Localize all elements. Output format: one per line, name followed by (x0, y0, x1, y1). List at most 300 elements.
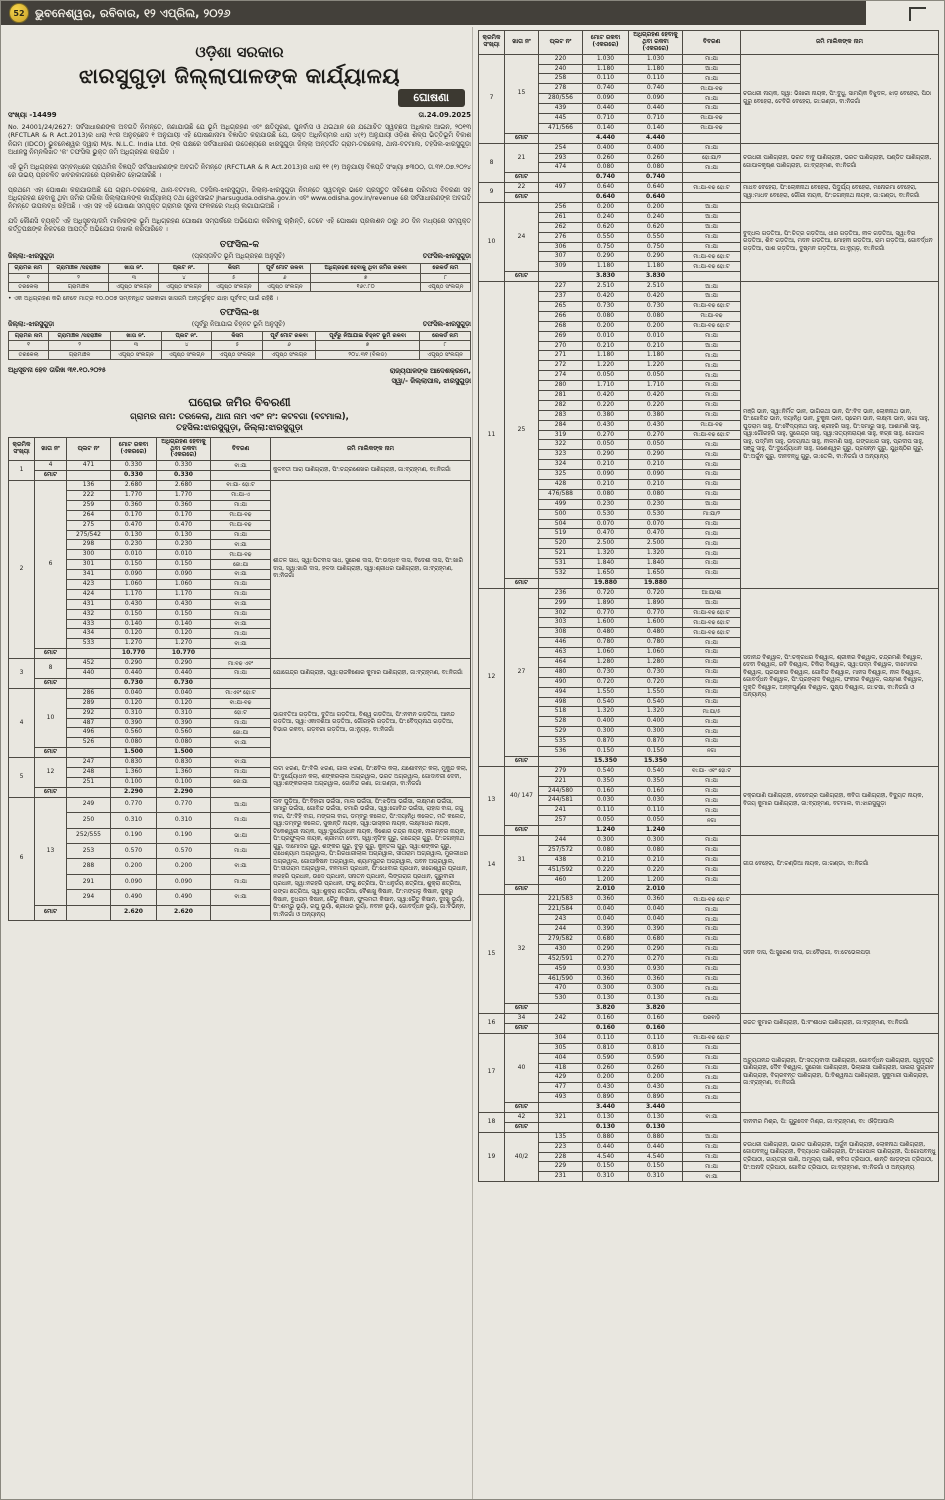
area-acquired-cell: 0.090 (157, 874, 211, 889)
schedule-colnum: ୫ (209, 273, 259, 282)
total-area-cell: 2.290 (111, 787, 157, 797)
plot-cell: 536 (539, 747, 583, 757)
area-acquired-cell: 0.310 (157, 813, 211, 828)
area-acquired-cell: 0.160 (629, 786, 683, 796)
area-acquired-cell: 0.350 (629, 776, 683, 786)
schedule-colnum: ୮ (421, 273, 471, 282)
serial-cell: 2 (9, 481, 35, 659)
empty-cell (67, 678, 111, 688)
area-total-cell: 0.350 (583, 776, 629, 786)
area-total-cell: 0.420 (583, 292, 629, 302)
area-acquired-cell: 0.390 (157, 718, 211, 728)
remark-cell: ମା:ଯା (683, 796, 741, 806)
area-total-cell: 0.310 (583, 1172, 629, 1182)
land-section-subtitle (8, 412, 471, 434)
plot-cell: 494 (539, 687, 583, 697)
remark-cell: ଭା:ଯା (211, 828, 271, 843)
remark-cell: ମା:ଯା (683, 934, 741, 944)
remark-cell: ମା:ଯା (683, 638, 741, 648)
empty-cell (683, 885, 741, 895)
remark-cell: ମା:ଯା (683, 1083, 741, 1093)
plot-cell: 463 (539, 648, 583, 658)
area-total-cell: 2.680 (111, 481, 157, 491)
plot-cell: 223 (539, 1142, 583, 1152)
schedule-b-table (8, 331, 471, 360)
area-total-cell: 0.560 (111, 728, 157, 738)
total-acquired-cell: 4.440 (629, 133, 683, 143)
schedule-header: ଗ୍ରାମାଞ୍ଚଳ /ସହରାଞ୍ଚଳ (49, 331, 111, 340)
remark-cell: ମା:ଯା (683, 687, 741, 697)
schedule-header: ଅଧିଗ୍ରହଣ ହେବାକୁ ଥିବା ଜମିର ରକବା (311, 264, 421, 273)
area-total-cell: 0.080 (583, 163, 629, 173)
schedule-colnum: ୧ (9, 341, 49, 350)
notification-badge: ଘୋଷଣା (398, 89, 466, 107)
khata-cell: 4 (35, 461, 67, 471)
remark-cell: ଆ:ଯା (683, 341, 741, 351)
plot-cell: 135 (539, 1132, 583, 1142)
area-total-cell: 0.140 (111, 619, 157, 629)
empty-cell (211, 905, 271, 920)
remark-cell: ମା:ଯା-ବଢ (683, 420, 741, 430)
schedule-value: ତରକେଲା (9, 283, 49, 292)
plot-cell: 445 (539, 114, 583, 124)
area-acquired-cell: 0.540 (629, 697, 683, 707)
remark-cell: ମା:ଯା (683, 925, 741, 935)
remark-cell: ବା:ଯା (683, 1112, 741, 1122)
remark-cell: ମା:ଯା (683, 677, 741, 687)
remark-cell: ମା:ଯା (211, 843, 271, 858)
area-total-cell: 0.210 (583, 460, 629, 470)
plot-cell: 258 (539, 74, 583, 84)
area-total-cell: 1.320 (583, 707, 629, 717)
area-total-cell: 0.570 (111, 843, 157, 858)
area-total-cell: 0.810 (583, 1043, 629, 1053)
land-row (479, 1132, 939, 1142)
remark-cell: ବା:ଯା- ହୋ:ଟ (211, 481, 271, 491)
area-acquired-cell: 0.160 (629, 1014, 683, 1024)
area-acquired-cell: 1.320 (629, 549, 683, 559)
area-total-cell: 0.360 (583, 895, 629, 905)
land-header: ପ୍ଲଟ ନଂ (67, 437, 111, 461)
area-acquired-cell: 1.180 (629, 351, 683, 361)
owner-cell: ଅଚ୍ୟୁତାନନ୍ଦ ପାଣିଗ୍ରାହୀ, ପିଂ:ସତ୍ୟବାଦୀ ପାଣିଗ୍ରାହୀ, ଗୋବର୍ଦ୍ଧନ ପାଣିଗ୍ରାହୀ, ସ୍ୱଦୃପ୍ତି ପାଣିଗ୍ରାହୀ, ଦୈବ ବିଶ୍ୱାଳ, ସୁରେଖା ପାଣିଗ୍ରାହୀ, ଭିଲାଇସା ପାଣିଗ୍ରାହୀ, ସାଇରା ସୁଗ୍ରୀବ ପାଣିଗ୍ରାହୀ, ବିଚାରବନ୍ତ ପାଣିଗ୍ରାହୀ, ପି:ବିଶ୍ୱନାଥ ପାଣିଗ୍ରାହୀ, ସୁକୁମାରୀ ପାଣିଗ୍ରାହୀ, ଜା:ବ୍ରାହ୍ମଣ, ବା:ନିଜଗାଁ (741, 1033, 939, 1112)
area-total-cell: 0.730 (583, 667, 629, 677)
land-header: ଜମି ମାଲିକଙ୍କ ନାମ (271, 437, 471, 461)
area-acquired-cell: 1.770 (157, 491, 211, 501)
area-total-cell: 0.360 (583, 974, 629, 984)
total-acquired-cell: 2.010 (629, 885, 683, 895)
khata-cell: 32 (505, 895, 539, 1004)
plot-cell: 244 (539, 836, 583, 846)
plot-cell: 220 (539, 54, 583, 64)
reference-row (8, 111, 471, 120)
area-acquired-cell: 0.360 (629, 895, 683, 905)
area-total-cell: 0.530 (583, 509, 629, 519)
remark-cell: ମା:ଯା (683, 1142, 741, 1152)
schedule-b-subtitle: (ପୂର୍ବରୁ ନିଆଯାଇ ଚିହ୍ନଟ ଭୂମି ଅନୁସୂଚି) (191, 320, 286, 328)
remark-cell: ମା:ଯା (683, 381, 741, 391)
total-label-cell: ମୋଟ (505, 272, 539, 282)
schedule-value: ଏପୃଷ୍ଠ ସଂଲଗ୍ନ (263, 350, 316, 359)
area-total-cell: 0.480 (583, 628, 629, 638)
area-total-cell: 4.540 (583, 1152, 629, 1162)
area-total-cell: 0.620 (583, 222, 629, 232)
owner-cell: କୁଳବତୀ ଆରା ପାଣିଗ୍ରାହୀ, ପିଂ:ଚନ୍ଦ୍ରଶେଖର ପାଣିଗ୍ରାହୀ, ଜା:ବ୍ରାହ୍ମଣ, ବା:ନିଜଗାଁ (271, 461, 471, 481)
empty-cell (67, 905, 111, 920)
schedule-header: ପୂର୍ବରୁ ନିଆଯାଇ ଚିହ୍ନଟ ଭୂମି ରକବା (316, 331, 420, 340)
plot-cell: 520 (539, 539, 583, 549)
area-total-cell: 0.150 (111, 609, 157, 619)
empty-cell (211, 471, 271, 481)
schedule-colnum: ୧ (9, 273, 49, 282)
remark-cell: ମା:ଯା-ବଢ (683, 84, 741, 94)
masthead-right-area (866, 1, 944, 25)
plot-cell: 446 (539, 638, 583, 648)
plot-cell: 433 (67, 619, 111, 629)
remark-cell: ଜୋ:ଯା (211, 560, 271, 570)
area-total-cell: 0.090 (111, 570, 157, 580)
area-acquired-cell: 0.780 (629, 638, 683, 648)
area-total-cell: 0.260 (583, 153, 629, 163)
area-acquired-cell: 0.440 (629, 1142, 683, 1152)
area-total-cell: 2.510 (583, 282, 629, 292)
schedule-colnum: ୨ (48, 273, 109, 282)
total-acquired-cell: 1.500 (157, 748, 211, 758)
land-header: ଅଧିଗ୍ରହଣ ହେବାକୁ ଥିବା ରକବା (ଏକରରେ) (629, 31, 683, 55)
remark-cell: ମା:ଯା (211, 669, 271, 679)
area-acquired-cell: 0.680 (629, 934, 683, 944)
remark-cell: ମା:ଯା-ବଢ (683, 311, 741, 321)
plot-cell: 518 (539, 707, 583, 717)
notice-paragraph: ପ୍ରଥମେ ଏହା ଘୋଷଣା କରାଯାଉଅଛି ଯେ ଗ୍ରାମ-ତରକେଲା, ଥାନା-ବଟମାଲ, ତହସିଲ-ଝାରସୁଗୁଡ଼ା, ଜିଲ୍ଲା-ଝାରସୁଗୁଡ଼ା ନିମନ୍ତେ ସ୍ୱତନ୍ତ୍ର ଭାବେ ପ୍ରସ୍ତୁତ ସବିଶେଷ ପରିମାପ ବିବରଣୀ ସହ ଅଧିଗ୍ରହଣ ହେବାକୁ ଥିବା ଜମିର ତାଲିକା ଜିଲ୍ଲାପାଳଙ୍କ କାର୍ଯ୍ୟାଳୟ ତଥା ୱେବସାଇଟ jharsuguda.odisha.gov.in ଏବଂ www.odisha.gov.in/revenue ରେ ସର୍ବସାଧାରଣଙ୍କ ଅବଗତି ନିମନ୍ତେ ଉପଲବ୍ଧ ରହିଅଛି । ଏହା ସହ ଏହି ଘୋଷଣା ସମ୍ପୃକ୍ତ ଗ୍ରାମର ସୂଚନା ଫଳକରେ ମଧ୍ୟ ଲଗାଯାଇଅଛି । (8, 185, 471, 211)
land-row (479, 54, 939, 64)
remark-cell: ମା:ଯା (211, 500, 271, 510)
notify-date-line: ଅଧିସୂଚନା ହେବ ତାରିଖ ୩୧.୧୦.୨୦୨୫ (8, 366, 106, 375)
khata-cell: 25 (505, 282, 539, 579)
total-label-cell: ମୋଟ (505, 578, 539, 588)
area-total-cell: 0.270 (583, 954, 629, 964)
serial-cell: 16 (479, 1014, 505, 1034)
total-area-cell: 2.010 (583, 885, 629, 895)
area-total-cell: 0.470 (111, 520, 157, 530)
remark-cell: ମା:ଯା (683, 994, 741, 1004)
plot-cell: 270 (539, 341, 583, 351)
plot-cell: 221/584 (539, 905, 583, 915)
schedule-value: ଏପୃଷ୍ଠ ସଂଲଗ୍ନ (259, 283, 311, 292)
schedule-header: କିସମ (209, 264, 259, 273)
schedule-header-row (9, 331, 471, 340)
serial-cell: 19 (479, 1132, 505, 1181)
land-row (479, 1033, 939, 1043)
total-acquired-cell: 0.730 (157, 678, 211, 688)
plot-cell: 282 (539, 400, 583, 410)
empty-cell (67, 471, 111, 481)
remark-cell: ମା:ଯା (683, 776, 741, 786)
remark-cell: ବା:ଯା (211, 890, 271, 905)
area-acquired-cell: 0.150 (629, 747, 683, 757)
plot-cell: 423 (67, 580, 111, 590)
area-total-cell: 0.140 (583, 123, 629, 133)
plot-cell: 305 (539, 1043, 583, 1053)
area-total-cell: 0.590 (583, 1053, 629, 1063)
plot-cell: 324 (539, 460, 583, 470)
remark-cell: ମା:ଯା (683, 331, 741, 341)
serial-cell: 8 (479, 143, 505, 183)
plot-cell: 499 (539, 499, 583, 509)
government-title: ଓଡ଼ିଶା ସରକାର (195, 43, 284, 61)
plot-cell: 303 (539, 618, 583, 628)
remark-cell: ମା:ଯା-ବଢ ହୋ:ଟ (683, 628, 741, 638)
empty-cell (539, 826, 583, 836)
total-acquired-cell: 2.620 (157, 905, 211, 920)
newspaper-logo-icon: 52 (9, 3, 29, 23)
area-total-cell: 0.040 (583, 905, 629, 915)
area-total-cell: 0.100 (111, 777, 157, 787)
area-total-cell: 0.120 (111, 698, 157, 708)
area-total-cell: 0.770 (111, 797, 157, 812)
remark-cell: ମା:ଯା (683, 717, 741, 727)
empty-cell (67, 748, 111, 758)
plot-cell: 288 (67, 859, 111, 874)
area-acquired-cell: 0.110 (629, 74, 683, 84)
area-total-cell: 0.080 (583, 311, 629, 321)
remark-cell: ଆ:ଯା (683, 212, 741, 222)
area-acquired-cell: 0.200 (629, 1073, 683, 1083)
plot-cell: 299 (539, 598, 583, 608)
remark-cell: ଆ:ଯା (683, 203, 741, 213)
plot-cell: 533 (67, 639, 111, 649)
area-acquired-cell: 0.100 (157, 777, 211, 787)
total-area-cell: 0.640 (583, 193, 629, 203)
remark-cell: ମା:ଏବଂ ହୋ:ଟ (211, 688, 271, 698)
plot-cell: 424 (67, 589, 111, 599)
plot-cell: 275/542 (67, 530, 111, 540)
plot-cell: 237 (539, 292, 583, 302)
empty-cell (683, 1004, 741, 1014)
khata-cell: 31 (505, 836, 539, 885)
area-total-cell: 1.030 (583, 54, 629, 64)
khata-cell: 13 (35, 797, 67, 905)
schedule-header-row (9, 264, 471, 273)
area-total-cell: 0.890 (583, 1093, 629, 1103)
area-total-cell: 0.880 (583, 1132, 629, 1142)
schedule-colnum: ୩ (111, 341, 162, 350)
area-total-cell: 0.430 (583, 420, 629, 430)
remark-cell: ବା:ଯା (683, 1172, 741, 1182)
total-area-cell: 19.880 (583, 578, 629, 588)
area-acquired-cell: 1.710 (629, 381, 683, 391)
plot-cell: 281 (539, 390, 583, 400)
remark-cell: ରେ:ଯା (211, 777, 271, 787)
area-total-cell: 0.640 (583, 183, 629, 193)
plot-cell: 269 (539, 331, 583, 341)
area-acquired-cell: 0.640 (629, 183, 683, 193)
plot-cell: 222 (67, 491, 111, 501)
area-acquired-cell: 0.730 (629, 301, 683, 311)
total-label-cell: ମୋଟ (35, 787, 67, 797)
notify-sign-row (8, 366, 471, 386)
area-acquired-cell: 0.300 (629, 727, 683, 737)
area-acquired-cell: 2.500 (629, 539, 683, 549)
remark-cell: ମା:ଯା-ବଢ ହୋ:ଟ (683, 608, 741, 618)
total-area-cell: 2.620 (111, 905, 157, 920)
schedule-value: ଏପୃଷ୍ଠ ସଂଲଗ୍ନ (421, 283, 471, 292)
plot-cell: 300 (67, 550, 111, 560)
area-acquired-cell: 0.290 (629, 450, 683, 460)
total-acquired-cell: 0.330 (157, 471, 211, 481)
empty-cell (683, 272, 741, 282)
total-acquired-cell: 2.290 (157, 787, 211, 797)
plot-cell: 261 (539, 212, 583, 222)
khata-cell: 42 (505, 1112, 539, 1122)
remark-cell: ମା:ଯା (683, 163, 741, 173)
empty-cell (539, 193, 583, 203)
area-acquired-cell: 0.720 (629, 588, 683, 598)
land-header: ବିବରଣ (211, 437, 271, 461)
land-header: ଅଧିଗ୍ରହଣ ହେବାକୁ ଥିବା ରକବା (ଏକରରେ) (157, 437, 211, 461)
plot-cell: 434 (67, 629, 111, 639)
reference-number: ସଂଖ୍ୟା -14499 (8, 111, 57, 119)
serial-cell: 17 (479, 1033, 505, 1112)
plot-cell: 283 (539, 410, 583, 420)
schedule-value: ଗ୍ରାମାଞ୍ଚଳ (49, 350, 111, 359)
remark-cell: ମା:ଯା (683, 915, 741, 925)
total-area-cell: 0.740 (583, 173, 629, 183)
area-acquired-cell: 0.090 (157, 570, 211, 580)
area-acquired-cell: 0.620 (629, 222, 683, 232)
area-total-cell: 0.770 (583, 608, 629, 618)
schedule-value: ଗ୍ରାମାଞ୍ଚଳ (48, 283, 109, 292)
area-acquired-cell: 0.400 (629, 717, 683, 727)
area-total-cell: 1.320 (583, 549, 629, 559)
land-row (479, 143, 939, 153)
plot-cell: 477 (539, 1083, 583, 1093)
area-total-cell: 0.240 (583, 212, 629, 222)
area-acquired-cell: 0.440 (629, 104, 683, 114)
remark-cell: ବା:ଯା (211, 758, 271, 768)
owner-cell: ସଦାନନ୍ଦ ବିଶ୍ୱାଳ, ପିଂ:ଚକ୍ରଧର ବିଶ୍ୱାଳ, ଶ୍ରୀକର ବିଶ୍ୱାଳ, ଚନ୍ଦ୍ରମଣି ବିଶ୍ୱାଳ, ଦେବୀ ବିଶ୍ୱାଳ, ରବି ବିଶ୍ୱାଳ, ଟିକିରା ବିଶ୍ୱାଳ, ସ୍ୱା:ପଦ୍ମ ବିଶ୍ୱାଳ, ଦାମୋଦର ବିଶ୍ୱାଳ, ପ୍ରଭାକର ବିଶ୍ୱାଳ, ଗୋବିନ୍ଦ ବିଶ୍ୱାଳ, ମାନସ ବିଶ୍ୱାଳ, ନୀଳ ବିଶ୍ୱାଳ, ଗୋବର୍ଦ୍ଧନ ବିଶ୍ୱାଳ, ପିଂ:ପ୍ରହ୍ଲାଦ ବିଶ୍ୱାଳ, ଫକୀର ବିଶ୍ୱାଳ, ଲକ୍ଷ୍ମଣ ବିଶ୍ୱାଳ, ମୁକ୍ତି ବିଶ୍ୱାଳ, ଅନ୍ନପୂର୍ଣ୍ଣା ବିଶ୍ୱାଳ, ପୁଷ୍ପ ବିଶ୍ୱାଳ, ଜା:ଚଷା, ବା:ନିଜଗାଁ ଓ ଅନ୍ୟାନ୍ୟ (741, 588, 939, 766)
remark-cell: ବା:ଯା (211, 461, 271, 471)
remark-cell: ମା:ଯା (683, 865, 741, 875)
total-label-cell: ମୋଟ (505, 885, 539, 895)
land-row (9, 481, 471, 491)
area-total-cell: 0.230 (583, 499, 629, 509)
area-total-cell: 0.310 (111, 708, 157, 718)
area-acquired-cell: 0.810 (629, 1043, 683, 1053)
owner-cell: ଶୀତଳ ସାଧ, ସ୍ୱା:ପିତବାସ ସାଧ, ସୁରେଶ ଦାସ, ପିଂ:ଉଦ୍ଧବ ଦାସ, ବିଦେଶୀ ଦାସ, ପିଂ:ଖାରି ଦାସ, ସ୍ୱା:ଖାରି ଦାସ, ହଳଦା ପାଣିଗ୍ରାହୀ, ସ୍ୱା:ଶ୍ରୀଧର ପାଣିଗ୍ରାହୀ, ଜା:ବ୍ରାହ୍ମଣ, ବା:ନିଜଗାଁ (271, 481, 471, 659)
area-total-cell: 0.400 (583, 143, 629, 153)
area-total-cell: 0.110 (583, 74, 629, 84)
masthead-bar (1, 1, 866, 25)
area-acquired-cell: 1.280 (629, 658, 683, 668)
area-acquired-cell: 1.180 (629, 64, 683, 74)
remark-cell: ମା:ଯା-ବଢ ହୋ:ଟ (683, 321, 741, 331)
owner-cell: ଭାଗବତିଆ ଗଡ଼ତିଆ, ଦୁତିଆ ଗଡ଼ତିଆ, ବିଶ୍ୱ ଗଡ଼ତିଆ, ପିଂ:ନବୀନ ଗଡ଼ତିଆ, ଆନନ୍ଦ ଗଡ଼ତିଆ, ସ୍ୱା:ଏକାଦଶିଆ ଗଡ଼ତିଆ, ଗୌରହରି ଗଡ଼ତିଆ, ପିଂ:ବୈଦ୍ୟନାଥ ଗଡ଼ତିଆ, ବିଭାର ରକବା, ଗଡ଼ବରୀ ଗଡ଼ତିଆ, ଜା:ନ୍ୟୁଢ଼, ବା:ନିଜଗାଁ (271, 688, 471, 757)
total-acquired-cell: 0.130 (629, 1122, 683, 1132)
plot-cell: 341 (67, 570, 111, 580)
area-total-cell: 0.010 (111, 550, 157, 560)
empty-cell (539, 1023, 583, 1033)
area-acquired-cell: 0.470 (629, 529, 683, 539)
empty-cell (539, 885, 583, 895)
area-acquired-cell: 0.740 (629, 84, 683, 94)
schedule-a-title: ତଫସିଲ-କ (219, 240, 260, 251)
plot-cell: 244/581 (539, 796, 583, 806)
area-acquired-cell: 0.050 (629, 371, 683, 381)
remark-cell: ମା:ବଢ ଏବଂ (211, 659, 271, 669)
area-total-cell: 0.110 (583, 806, 629, 816)
total-label-cell: ମୋଟ (35, 678, 67, 688)
schedule-colnum: ୬ (259, 273, 311, 282)
area-acquired-cell: 0.420 (629, 390, 683, 400)
schedule-value: ଏପୃଷ୍ଠ ସଂଲଗ୍ନ (209, 283, 259, 292)
area-total-cell: 0.300 (583, 727, 629, 737)
area-acquired-cell: 0.010 (157, 550, 211, 560)
khata-cell: 24 (505, 203, 539, 272)
empty-cell (211, 787, 271, 797)
area-acquired-cell: 0.720 (629, 677, 683, 687)
area-acquired-cell: 0.750 (629, 242, 683, 252)
remark-cell: ମା:ଯା (683, 104, 741, 114)
area-acquired-cell: 0.080 (629, 163, 683, 173)
column-divider (472, 27, 473, 1500)
remark-cell: ମା:ଯା (683, 667, 741, 677)
area-total-cell: 0.210 (583, 341, 629, 351)
area-total-cell: 0.150 (583, 1162, 629, 1172)
masthead (1, 1, 944, 25)
schedule-header: ଗ୍ରାମର ନାମ (9, 331, 49, 340)
area-total-cell: 0.090 (583, 94, 629, 104)
schedule-value: ଏପୃଷ୍ଠ ସଂଲଗ୍ନ (420, 350, 471, 359)
remark-cell: ମା:ଯା (683, 410, 741, 420)
schedule-colnum: ୭ (316, 341, 420, 350)
area-acquired-cell: 0.200 (629, 321, 683, 331)
total-area-cell: 3.440 (583, 1103, 629, 1113)
total-acquired-cell: 3.830 (629, 272, 683, 282)
plot-cell: 278 (539, 84, 583, 94)
plot-cell: 243 (539, 915, 583, 925)
khata-cell: 40 (505, 1033, 539, 1102)
area-total-cell: 0.420 (583, 390, 629, 400)
plot-cell: 229 (539, 1162, 583, 1172)
area-acquired-cell: 0.290 (157, 659, 211, 669)
area-total-cell: 1.170 (111, 589, 157, 599)
remark-cell: ମା:ଯା (683, 74, 741, 84)
area-acquired-cell: 0.890 (629, 1093, 683, 1103)
area-total-cell: 1.180 (583, 262, 629, 272)
total-label-cell: ମୋଟ (505, 756, 539, 766)
owner-cell: ଚକ୍ରପାଣି ପାଣିଗ୍ରାହୀ, ଦେବେନ୍ଦ୍ର ପାଣିଗ୍ରାହୀ, କବିତା ପାଣିଗ୍ରାହୀ, ବିଦ୍ୟୁତ ନାୟକ, ବିଜୟ କୁମାର ପାଣିଗ୍ରାହୀ, ଜା:ବ୍ରାହ୍ମଣ, ବଟମାଲ, ବା:ଝାରସୁଗୁଡ଼ା (741, 766, 939, 835)
empty-cell (683, 1103, 741, 1113)
plot-cell: 451/592 (539, 865, 583, 875)
plot-cell: 528 (539, 717, 583, 727)
plot-cell: 248 (67, 767, 111, 777)
remark-cell: ମା:ଯା (683, 1053, 741, 1063)
total-area-cell: 0.130 (583, 1122, 629, 1132)
plot-cell: 432 (67, 609, 111, 619)
remark-cell: ମା:ଯା (683, 568, 741, 578)
plot-cell: 497 (539, 183, 583, 193)
remark-cell: ମା:ଯା (683, 371, 741, 381)
area-total-cell: 0.710 (583, 114, 629, 124)
plot-cell: 496 (67, 728, 111, 738)
area-total-cell: 1.550 (583, 687, 629, 697)
plot-cell: 301 (67, 560, 111, 570)
remark-cell: ଆ:ଯା (683, 598, 741, 608)
area-acquired-cell: 0.440 (157, 669, 211, 679)
remark-cell: ମା:ଯା-ବଢ ହୋ:ଟ (683, 430, 741, 440)
empty-cell (539, 578, 583, 588)
